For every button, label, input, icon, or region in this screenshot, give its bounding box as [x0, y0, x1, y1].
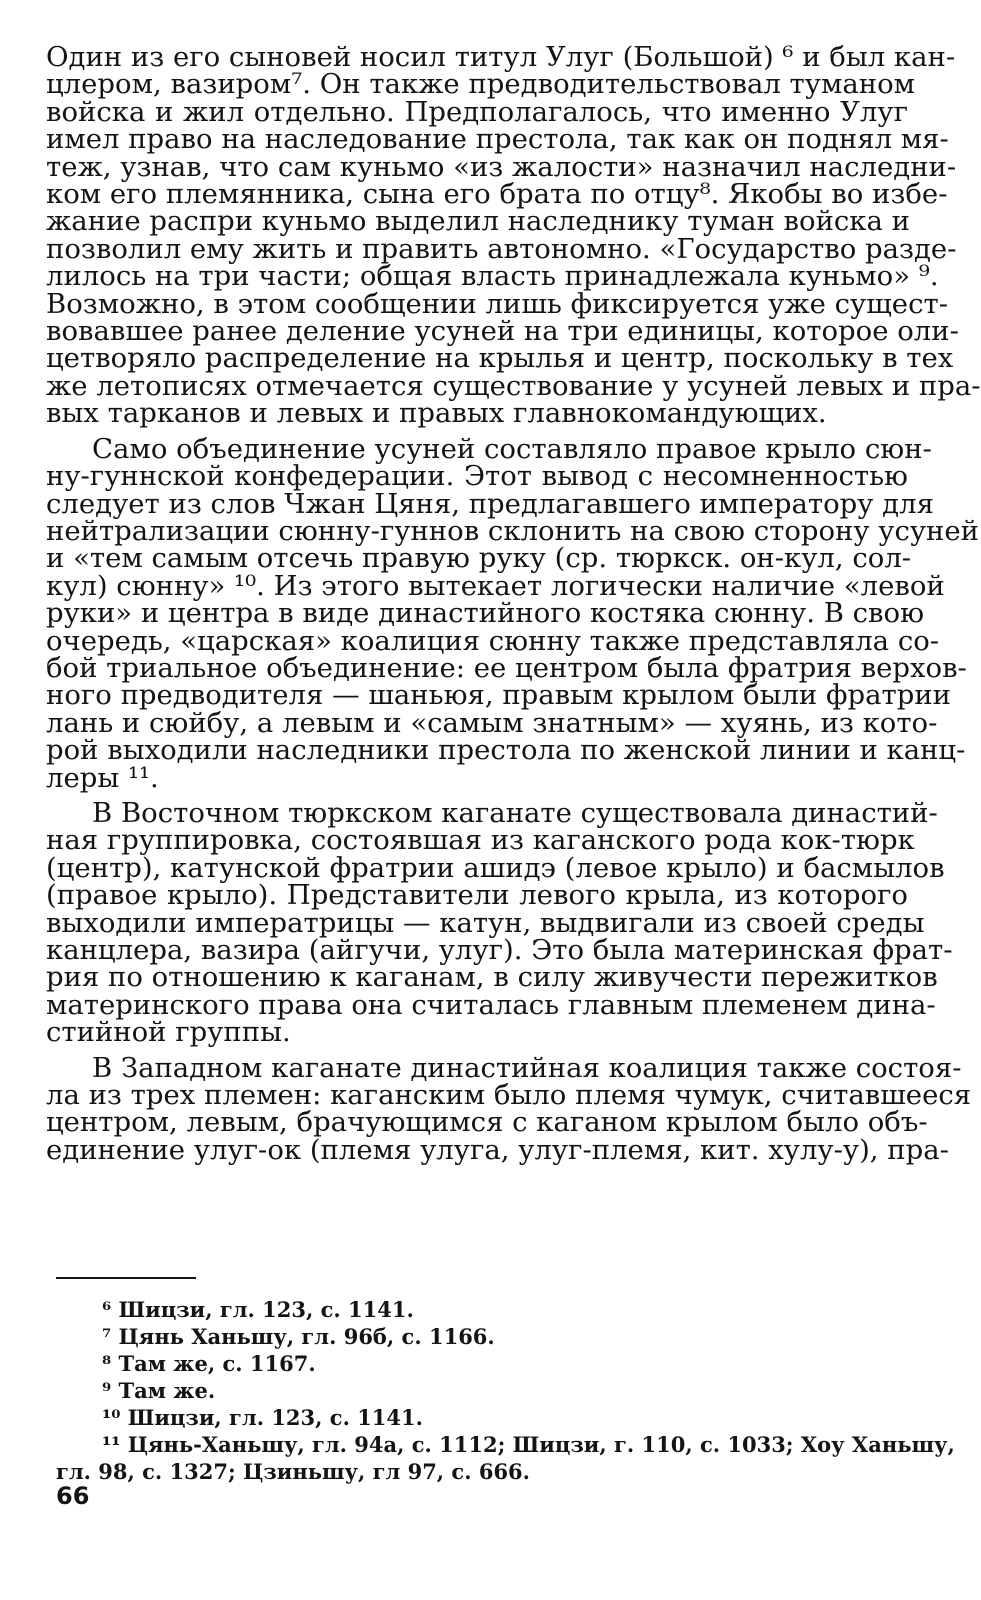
- text-line: позволил ему жить и править автономно. «Государство разде-: [46, 232, 957, 265]
- paragraph-3: [46, 796, 953, 1049]
- paragraph-1: [46, 41, 981, 430]
- main-text: [46, 41, 981, 1172]
- text-line: материнского права она считалась главным племенем дина-: [46, 988, 936, 1021]
- text-line: следует из слов Чжан Цяня, предлагавшего императору для: [46, 487, 934, 520]
- text-line: войска и жил отдельно. Предполагалось, что именно Улуг: [46, 95, 908, 128]
- text-line: жание распри куньмо выделил наследнику туман войска и: [46, 205, 910, 238]
- text-line: канцлера, вазира (айгучи, улуг). Это была материнская фрат-: [46, 934, 953, 966]
- footnote-continuation: гл. 98, с. 1327; Цзиньшу, гл 97, с. 666.: [56, 1459, 530, 1484]
- text-line: лань и сюйбу, а левым и «самым знатным» — хуянь, из кото-: [46, 706, 938, 739]
- text-line: Один из его сыновей носил титул Улуг (Большой) ⁶ и был кан-: [46, 41, 956, 73]
- paragraph-2: [46, 432, 979, 794]
- text-line: имел право на наследование престола, так как он поднял мя-: [46, 123, 949, 156]
- text-line: рой выходили наследники престола по женской линии и канц-: [46, 734, 966, 767]
- text-line: же летописях отмечается существование у усуней левых и пра-: [46, 369, 981, 402]
- footnote: ⁹ Там же.: [102, 1378, 216, 1403]
- text-line: теж, узнав, что сам куньмо «из жалости» назначил наследни-: [46, 150, 957, 183]
- footnote: ⁷ Цянь Ханьшу, гл. 96б, с. 1166.: [102, 1324, 495, 1349]
- text-line: ну-гуннской конфедерации. Этот вывод с несомненностью: [46, 460, 908, 493]
- paragraph-4: [46, 1051, 972, 1166]
- text-line: стийной группы.: [46, 1016, 291, 1049]
- text-line: Возможно, в этом сообщении лишь фиксируется уже сущест-: [46, 287, 948, 320]
- text-line: руки» и центра в виде династийного костяка сюнну. В свою: [46, 597, 925, 630]
- text-line: кул) сюнну» ¹⁰. Из этого вытекает логически наличие «левой: [46, 569, 945, 602]
- text-line: очередь, «царская» коалиция сюнну также представляла со-: [46, 624, 940, 657]
- text-line: леры ¹¹.: [46, 761, 159, 794]
- text-line: (центр), катунской фратрии ашидэ (левое крыло) и басмылов: [46, 851, 945, 884]
- text-line: выходили императрицы — катун, выдвигали из своей среды: [46, 906, 925, 939]
- text-line: Само объединение усуней составляло правое крыло сюн-: [92, 432, 932, 465]
- text-line: В Восточном тюркском каганате существовала династий-: [92, 796, 938, 829]
- footnote: ¹⁰ Шицзи, гл. 123, с. 1141.: [102, 1405, 423, 1430]
- text-line: В Западном каганате династийная коалиция также состоя-: [92, 1051, 962, 1084]
- text-line: ного предводителя — шаньюя, правым крылом были фратрии: [46, 679, 952, 712]
- text-line: рия по отношению к каганам, в силу живучести пережитков: [46, 961, 938, 994]
- text-line: ная группировка, состоявшая из каганского рода кок-тюрк: [46, 824, 915, 857]
- text-line: вовавшее ранее деление усуней на три единицы, которое оли-: [46, 315, 959, 348]
- footnote-divider: [56, 1277, 196, 1279]
- text-line: (правое крыло). Представители левого крыла, из которого: [46, 879, 908, 912]
- text-line: и «тем самым отсечь правую руку (ср. тюркск. он-кул, сол-: [46, 542, 912, 575]
- footnote: ¹¹ Цянь-Ханьшу, гл. 94а, с. 1112; Шицзи, г. 110, с. 1033; Хоу Ханьшу,: [102, 1432, 955, 1457]
- text-line: ла из трех племен: каганским было племя чумук, считавшееся: [46, 1079, 972, 1112]
- text-line: цетворяло распределение на крылья и центр, поскольку в тех: [46, 342, 954, 375]
- footnote: ⁶ Шицзи, гл. 123, с. 1141.: [102, 1297, 414, 1322]
- text-line: единение улуг-ок (племя улуга, улуг-племя, кит. хулу-у), пра-: [46, 1133, 949, 1166]
- text-line: лилось на три части; общая власть принадлежала куньмо» ⁹.: [46, 260, 939, 293]
- text-line: центром, левым, брачующимся с каганом крылом было объ-: [46, 1106, 928, 1139]
- footnote: ⁸ Там же, с. 1167.: [102, 1351, 316, 1376]
- text-line: ком его племянника, сына его брата по отцу⁸. Якобы во избе-: [46, 178, 948, 211]
- footnotes: [56, 1296, 955, 1485]
- text-line: цлером, вазиром⁷. Он также предводительствовал туманом: [46, 68, 916, 101]
- text-line: бой триальное объединение: ее центром была фратрия верхов-: [46, 651, 967, 684]
- page-number: 66: [56, 1482, 90, 1510]
- text-line: нейтрализации сюнну-гуннов склонить на свою сторону усуней: [46, 514, 979, 547]
- text-line: вых тарканов и левых и правых главнокомандующих.: [46, 397, 827, 430]
